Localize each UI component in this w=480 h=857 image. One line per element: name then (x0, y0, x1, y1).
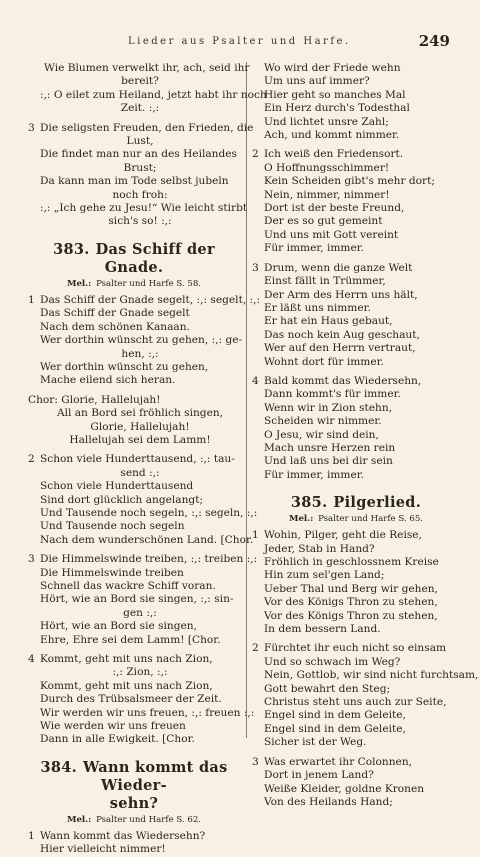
verse-line: send :,: (120, 466, 160, 479)
stanza (252, 756, 460, 810)
stanza-number: 1 (252, 529, 259, 542)
melody-source: Psalter und Harfe S. 62. (96, 814, 202, 825)
verse-line: Hier vielleicht nimmer! (40, 843, 166, 856)
verse-line: Gott bewahrt den Steg; (264, 682, 391, 695)
stanza (28, 553, 258, 647)
verse-line: Ach, und kommt nimmer. (264, 129, 400, 142)
hymn-title-text: Wann kommt das Wieder- (82, 758, 228, 794)
stanza (252, 529, 460, 636)
left-column (28, 62, 267, 857)
verse-line: Wer auf den Herrn vertraut, (264, 342, 416, 355)
verse-line: Jeder, Stab in Hand? (264, 542, 375, 555)
verse-line: Der es so gut gemeint (264, 215, 383, 228)
stanza-number: 1 (28, 293, 35, 306)
verse-line: Und uns mit Gott vereint (264, 228, 399, 241)
verse-line: Scheiden wir nimmer. (264, 415, 382, 428)
verse-line: Durch des Trübsalsmeer der Zeit. (40, 693, 222, 706)
verse-line: Mache eilend sich heran. (40, 374, 176, 387)
verse-line: O Hoffnungsschimmer! (264, 161, 390, 174)
verse-line: Das Schiff der Gnade segelt, :,: segelt, :,: (40, 293, 261, 306)
stanza-number: 4 (252, 374, 259, 387)
verse-line: Die Himmelswinde treiben, :,: treiben :,: (40, 553, 258, 566)
verse-line: Und so schwach im Weg? (264, 655, 401, 668)
verse-line: Für immer, immer. (264, 468, 365, 481)
verse-line: Und Tausende noch segeln (40, 520, 185, 533)
verse-line: Das noch kein Aug geschaut, (264, 328, 420, 341)
hymn-title-text: Das Schiff der Gnade. (95, 240, 215, 276)
verse-line: Und Tausende noch segeln, :,: segeln, :,: (40, 506, 258, 519)
verse-line: Hallelujah sei dem Lamm! (69, 433, 211, 446)
verse-line: Da kann man im Tode selbst jubeln (40, 175, 229, 188)
verse-line: :,: „Ich gehe zu Jesu!“ Wie leicht stirbt (40, 202, 248, 215)
verse-line: In dem bessern Land. (264, 623, 381, 636)
verse-line: Glorie, Hallelujah! (90, 420, 190, 433)
verse-line: Und lichtet unsre Zahl; (264, 115, 389, 128)
verse-line: Engel sind in dem Geleite, (264, 709, 406, 722)
verse-line: Nein, Gottlob, wir sind nicht furchtsam, (264, 669, 479, 682)
stanza (252, 375, 460, 482)
hymn-384-melody (28, 815, 240, 826)
verse-line: Wer dorthin wünscht zu gehen, (40, 360, 209, 373)
verse-line: Drum, wenn die ganze Welt (264, 261, 413, 274)
column-divider (246, 62, 247, 738)
verse-line: :,: Zion, :,: (112, 666, 168, 679)
melody-label: Mel.: (288, 514, 314, 525)
verse-line: Sicher ist der Weg. (264, 736, 367, 749)
verse-line: Ich weiß den Friedensort. (264, 148, 404, 161)
verse-line: bereit? (121, 75, 159, 88)
verse-line: Von des Heilands Hand; (264, 795, 393, 808)
hymn-385-melody (252, 514, 460, 525)
stanza (252, 62, 460, 142)
verse-line: Hört, wie an Bord sie singen, (40, 620, 197, 633)
verse-line: Schon viele Hunderttausend (40, 480, 194, 493)
verse-line: Wann kommt das Wiedersehn? (40, 829, 206, 842)
stanza-number: 3 (28, 553, 35, 566)
verse-line: Für immer, immer. (264, 242, 365, 255)
verse-line: Kommt, geht mit uns nach Zion, (40, 679, 213, 692)
verse-line: Die findet man nur an des Heilandes (40, 148, 237, 161)
verse-line: noch froh: (112, 188, 168, 201)
melody-label: Mel.: (66, 814, 92, 825)
verse-line: Brust; (123, 161, 157, 174)
stanza (28, 394, 240, 448)
stanza-number: 1 (28, 829, 35, 842)
verse-line: Der Arm des Herrn uns hält, (264, 288, 418, 301)
stanza-number: 2 (28, 453, 35, 466)
verse-line: O Jesu, wir sind dein, (264, 428, 379, 441)
verse-line: Dort in jenem Land? (264, 769, 374, 782)
verse-line: Dann kommt's für immer. (264, 388, 401, 401)
verse-line: Christus steht uns auch zur Seite, (264, 696, 447, 709)
verse-line: Er hat ein Haus gebaut, (264, 315, 393, 328)
verse-line: Kommt, geht mit uns nach Zion, (40, 653, 213, 666)
verse-line: Schnell das wackre Schiff voran. (40, 580, 216, 592)
verse-line: Wie werden wir uns freuen (40, 720, 186, 733)
stanza (28, 293, 261, 388)
stanza-number: 2 (252, 642, 259, 655)
verse-line: Hin zum sel'gen Land; (264, 569, 385, 582)
stanza-number: 2 (252, 148, 259, 161)
verse-line: Er läßt uns nimmer. (264, 301, 371, 314)
stanza (252, 642, 479, 749)
hymn-title-text: Pilgerlied. (333, 494, 422, 512)
verse-line: Vor des Königs Thron zu stehen, (264, 609, 438, 622)
running-head: Lieder aus Psalter und Harfe. (128, 36, 351, 47)
stanza (252, 262, 460, 369)
stanza-number: 3 (28, 121, 35, 134)
stanza (28, 653, 255, 747)
hymn-number: 385. (290, 494, 328, 512)
verse-line: Bald kommt das Wiedersehn, (264, 374, 422, 387)
verse-line: Zeit. :,: (120, 102, 160, 115)
verse-line: Sind dort glücklich angelangt; (40, 493, 204, 506)
verse-line: Ein Herz durch's Todesthal (264, 102, 410, 115)
verse-line: Hier geht so manches Mal (264, 88, 406, 101)
verse-line: Wohnt dort für immer. (264, 355, 384, 368)
verse-line: Nach dem wunderschönen Land. [Chor. (40, 533, 254, 546)
verse-line: Wo wird der Friede wehn (264, 62, 401, 74)
verse-line: Um uns auf immer? (264, 75, 370, 88)
verse-line: Das Schiff der Gnade segelt (40, 307, 190, 320)
verse-line: gen :,: (123, 606, 157, 619)
verse-line: Lust, (126, 135, 154, 148)
verse-line: Dort ist der beste Freund, (264, 202, 405, 215)
verse-line: Nach dem schönen Kanaan. (40, 320, 190, 333)
verse-line: Was erwartet ihr Colonnen, (264, 755, 413, 768)
verse-line: Fröhlich in geschlossnem Kreise (264, 556, 439, 568)
verse-line: Hört, wie an Bord sie singen, :,: sin- (40, 593, 234, 606)
verse-line: Die Himmelswinde treiben (40, 566, 184, 579)
hymn-382-continuation (28, 62, 267, 229)
verse-line: Kein Scheiden gibt's mehr dort; (264, 175, 435, 188)
page-number: 249 (418, 32, 450, 50)
hymn-385-title (252, 494, 460, 512)
stanza-number: 3 (252, 261, 259, 274)
verse-line: Fürchtet ihr euch nicht so einsam (264, 642, 447, 655)
verse-line: sich's so! :,: (108, 215, 172, 228)
verse-line: Und laß uns bei dir sein (264, 455, 393, 468)
stanza-number: 4 (28, 653, 35, 666)
verse-line: Wie Blumen verwelkt ihr, ach, seid ihr (44, 62, 250, 74)
verse-line: Mach unsre Herzen rein (264, 441, 396, 454)
verse-line: Ueber Thal und Berg wir gehen, (264, 582, 438, 595)
verse-line: hen, :,: (121, 347, 159, 360)
verse-line: Ehre, Ehre sei dem Lamm! [Chor. (40, 633, 221, 646)
verse-line: Wer dorthin wünscht zu gehen, :,: ge- (40, 334, 243, 347)
stanza (28, 453, 258, 547)
hymn-title-text-line2: sehn? (109, 794, 159, 812)
verse-line: Weiße Kleider, goldne Kronen (264, 782, 425, 795)
stanza (252, 148, 460, 255)
verse-line: Nein, nimmer, nimmer! (264, 188, 390, 201)
verse-line: :,: O eilet zum Heiland, jetzt habt ihr noch (40, 88, 267, 101)
verse-line: Dann in alle Ewigkeit. [Chor. (40, 733, 195, 746)
right-column (252, 62, 479, 809)
verse-line: Wir werden wir uns freuen, :,: freuen :,: (40, 706, 255, 719)
hymn-384-stanzas (28, 830, 240, 857)
hymn-384-continuation (252, 62, 460, 482)
verse-line: Schon viele Hunderttausend, :,: tau- (40, 453, 235, 466)
verse-line: Engel sind in dem Geleite, (264, 722, 406, 735)
chorus-line: Chor: Glorie, Hallelujah! (28, 393, 161, 406)
hymn-number: 383. (53, 240, 90, 258)
hymn-383-stanzas (28, 293, 261, 747)
verse-line: All an Bord sei fröhlich singen, (56, 407, 224, 420)
stanza-number: 3 (252, 755, 259, 768)
hymn-385-stanzas (252, 529, 479, 809)
verse-line: Wohin, Pilger, geht die Reise, (264, 529, 422, 542)
hymn-383-title (28, 241, 240, 277)
melody-label: Mel.: (66, 278, 92, 289)
verse-line: Die seligsten Freuden, den Frieden, die (40, 121, 254, 134)
stanza (28, 830, 240, 857)
verse-line: Einst fällt in Trümmer, (264, 275, 386, 288)
melody-source: Psalter und Harfe S. 58. (96, 278, 202, 289)
hymn-383-melody (28, 279, 240, 290)
stanza (28, 62, 267, 116)
hymn-number: 384. (40, 758, 77, 776)
melody-source: Psalter und Harfe S. 65. (318, 514, 424, 525)
hymn-384-title (28, 759, 240, 813)
stanza (28, 121, 254, 229)
verse-line: Wenn wir in Zion stehn, (264, 401, 393, 414)
verse-line: Vor des Königs Thron zu stehen, (264, 596, 438, 609)
